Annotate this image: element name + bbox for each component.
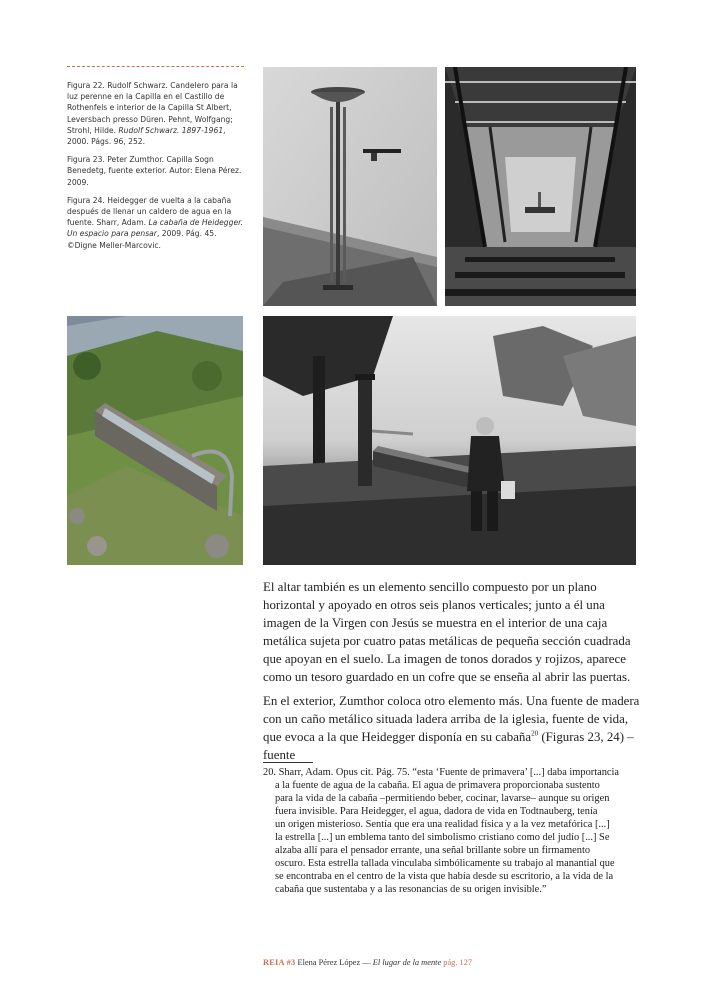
footnote-line: para la vida de la cabaña –permitiendo beber, cocinar, lavarse– aunque su origen xyxy=(275,793,610,804)
caption-figure-23: Figura 23. Peter Zumthor. Capilla Sogn Benedetg, fuente exterior. Autor: Elena Pérez. 2009. xyxy=(67,155,242,187)
figure-captions xyxy=(67,80,247,258)
caption-figure-24: Figura 24. Heidegger de vuelta a la cabaña después de llenar un caldero de agua en la fuente. Sharr, Adam. La cabaña de Heidegger. Un espacio para pensar, 2009. Pág. 45. ©Digne Meller-Marcovic. xyxy=(67,195,243,250)
footnote-ref-20[interactable]: 20 xyxy=(531,729,539,738)
footnote-20 xyxy=(263,766,641,896)
footer-author: Elena Pérez López — xyxy=(297,958,371,967)
photo-candelabra xyxy=(263,67,437,306)
body-paragraph-1: El altar también es un elemento sencillo compuesto por un plano horizontal y apoyado en otros seis planos verticales; junto a él una imagen de la Virgen con Jesús se muestra en el interior de una caja metálica sujeta por cuatro patas metálicas de pequeña sección cuadrada que apoyan en el suelo. La imagen de tonos dorados y rojizos, aparece como un tesoro guardado en un cofre que se enseña al abrir las puertas. xyxy=(263,580,631,685)
footnote-line: cabaña que sustentaba y a las resonancias de su origen invisible.” xyxy=(275,884,547,895)
footnote-line: a la fuente de agua de la cabaña. El agua de primavera proporcionaba sustento xyxy=(275,780,600,791)
footnote-line: fuera invisible. Para Heidegger, el agua, dadora de vida en Todtnauberg, tenía xyxy=(275,806,598,817)
footnote-line: un origen misterioso. Sentía que era una realidad física y a la vez metafórica [...] xyxy=(275,819,610,830)
journal-name: REIA #3 xyxy=(263,958,296,967)
footnote-line: oscuro. Esta estrella tallada vinculaba simbólicamente su trabajo al manantial que xyxy=(275,858,615,869)
caption-divider xyxy=(67,66,244,67)
footnote-divider xyxy=(263,762,313,763)
footnote-line: la estrella [...] un emblema tanto del simbolismo cristiano como del judío [...] Se xyxy=(275,832,610,843)
footnote-line: 20. Sharr, Adam. Opus cit. Pág. 75. “esta ‘Fuente de primavera’ [...] daba importancia xyxy=(263,767,620,778)
photo-heidegger-fountain xyxy=(263,316,636,565)
caption-figure-22: Figura 22. Rudolf Schwarz. Candelero para la luz perenne en la Capilla en el Castillo de Rothenfels e interior de la Capilla St Albert, Leversbach presso Düren. Pehnt, Wolfgang; Strohl, Hilde. Rudolf Schwarz. 1897-1961, 2000. Págs. 96, 252. xyxy=(67,81,238,147)
body-paragraph-2: En el exterior, Zumthor coloca otro elemento más. Una fuente de madera con un caño metálico situada ladera arriba de la iglesia, fuente de vida, que evoca a la que Heidegger disponía en su cabaña$^{20}$ (Figuras 23, 24) –fuente xyxy=(263,694,640,763)
footnote-line: alzaba allí para el pensador errante, una señal brillante sobre un firmamento xyxy=(275,845,591,856)
page-footer xyxy=(263,958,472,967)
photo-chapel-interior xyxy=(445,67,636,306)
footer-article-title: El lugar de la mente xyxy=(372,958,442,967)
photo-wooden-fountain xyxy=(67,316,243,565)
footnote-line: se encontraba en el centro de la vista que había desde su escritorio, a la vida de la xyxy=(275,871,614,882)
page-number: pág. 127 xyxy=(443,958,473,967)
